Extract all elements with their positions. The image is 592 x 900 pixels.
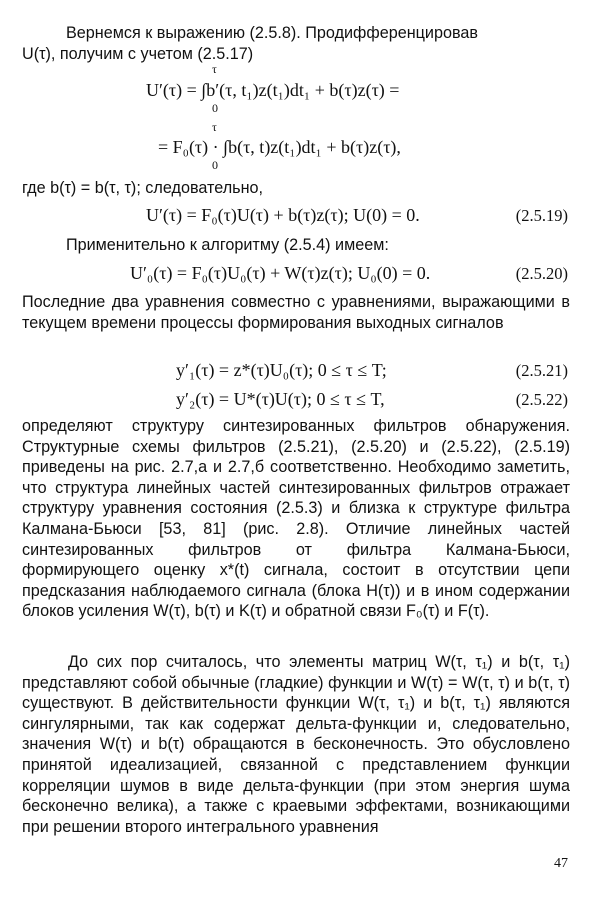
paragraph-last-two-equations: Последние два уравнения совместно с уравнениями, выражающими в текущем времени процессы формирования выходных сигналов (22, 293, 570, 332)
equation-number-2-5-22: (2.5.22) (515, 390, 568, 409)
intro-line-1: Вернемся к выражению (2.5.8). Продифференцировав (66, 24, 478, 42)
integral-upper-limit-2: τ (212, 120, 217, 134)
paragraph-filter-structure: определяют структуру синтезированных фильтров обнаружения. Структурные схемы фильтров (2.5.21), (2.5.20) и (2.5.22), (2.5.19) приведены на рис. 2.7,а и 2.7,б соответственно. Необходимо заметить, что структура линейных частей синтезированных фильтров отражает структуру уравнения состояния (2.5.3) и близка к структуре фильтра Калмана-Бьюси [53, 81] (рис. 2.8). Отличие линейных частей синтезированных фильтров от фильтра Калмана-Бьюси, формирующего оценку x*(t) сигнала, состоит в отсутствии цепи предсказания наблюдаемого сигнала (блока H(τ)) и в ином содержании блоков усиления W(τ), b(τ) и K(τ) и обратной связи F₀(τ) и F(τ). (22, 417, 570, 621)
equation-derivative-line-1: U′(τ) = ∫b′(τ, t₁)z(t₁)dt₁ + b(τ)z(τ) = (146, 80, 400, 100)
equation-2-5-20: U′₀(τ) = F₀(τ)U₀(τ) + W(τ)z(τ); U₀(0) = 0. (130, 263, 431, 283)
integral-lower-limit-2: 0 (212, 158, 218, 172)
page-number: 47 (554, 856, 568, 871)
equation-2-5-21: y′₁(τ) = z*(τ)U₀(τ); 0 ≤ τ ≤ T; (176, 360, 387, 380)
equation-2-5-19: U′(τ) = F₀(τ)U(τ) + b(τ)z(τ); U(0) = 0. (146, 205, 420, 225)
equation-derivative-line-2: = F₀(τ) · ∫b(τ, t)z(t₁)dt₁ + b(τ)z(τ), (158, 137, 401, 157)
intro-line-2: U(τ), получим с учетом (2.5.17) (22, 45, 254, 63)
where-line: где b(τ) = b(τ, τ); следовательно, (22, 179, 264, 197)
equation-number-2-5-20: (2.5.20) (515, 264, 568, 283)
equation-2-5-22: y′₂(τ) = U*(τ)U(τ); 0 ≤ τ ≤ T, (176, 389, 385, 409)
integral-upper-limit-1: τ (212, 62, 217, 76)
equation-number-2-5-19: (2.5.19) (515, 206, 568, 225)
apply-line: Применительно к алгоритму (2.5.4) имеем: (66, 236, 389, 254)
integral-lower-limit-1: 0 (212, 101, 218, 115)
paragraph-singular-functions: До сих пор считалось, что элементы матриц W(τ, τ₁) и b(τ, τ₁) представляют собой обычные (гладкие) функции и W(τ) = W(τ, τ) и b(τ, τ) существуют. В действительности функции W(τ, τ₁) и b(τ, τ₁) являются сингулярными, так как содержат дельта-функции и, следовательно, значения W(τ) и b(τ) обращаются в бесконечность. Это обусловлено принятой идеализацией, связанной с представлением функции корреляции шумов в виде дельта-функции (при этом энергия шума бесконечно велика), а также с краевыми эффектами, возникающими при решении второго интегрального уравнения (22, 653, 570, 836)
equation-number-2-5-21: (2.5.21) (515, 361, 568, 380)
